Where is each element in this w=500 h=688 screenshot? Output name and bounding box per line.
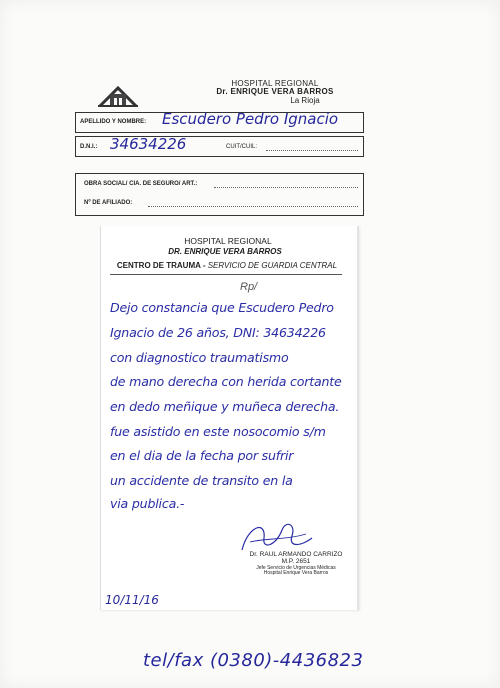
note-line: Dejo constancia que Escudero Pedro <box>110 300 334 315</box>
name-field-box <box>75 112 364 133</box>
doctor-signature <box>236 516 316 556</box>
header-line-2: Dr. ENRIQUE VERA BARROS <box>216 87 334 97</box>
rp-mark: Rp/ <box>240 281 258 293</box>
header-rule <box>110 274 342 275</box>
name-label: APELLIDO Y NOMBRE: <box>80 119 147 125</box>
doctor-stamp <box>246 552 346 576</box>
dni-value: 34634226 <box>110 135 187 153</box>
afiliado-label: Nº DE AFILIADO: <box>84 200 133 206</box>
note-line: en el dia de la fecha por sufrir <box>110 448 294 463</box>
note-line: en dedo meñique y muñeca derecha. <box>110 399 340 414</box>
handwritten-phone: tel/fax (0380)-4436823 <box>143 650 364 671</box>
doctor-role-2: Hospital Enrique Vera Barros <box>263 569 329 576</box>
trauma-center-label: CENTRO DE TRAUMA - <box>116 261 208 270</box>
insurance-field-box <box>75 173 364 216</box>
obra-social-label: OBRA SOCIAL/ CIA. DE SEGURO/ ART.: <box>84 181 198 187</box>
doctor-role-1: Jefe Servicio de Urgencias Médicas <box>256 564 336 571</box>
header-line-1: HOSPITAL REGIONAL <box>231 79 319 88</box>
note-line: via publica.- <box>110 496 185 511</box>
obra-social-dotted-line <box>214 187 358 188</box>
hospital-header <box>190 80 360 105</box>
dni-label: D.N.I.: <box>80 144 98 150</box>
doctor-name: Dr. RAUL ARMANDO CARRIZO <box>249 551 343 558</box>
afiliado-dotted-line <box>148 206 358 207</box>
dni-field-box <box>75 136 364 157</box>
prescription-header-3 <box>107 261 347 270</box>
note-line: con diagnostico traumatismo <box>110 350 289 365</box>
doctor-mp: M.P. 2651 <box>281 557 311 565</box>
note-line: un accidente de transito en la <box>110 473 293 488</box>
hospital-logo <box>98 84 138 108</box>
note-line: de mano derecha con herida cortante <box>110 374 342 389</box>
note-line: fue asistido en este nosocomio s/m <box>110 424 326 439</box>
cuit-label: CUIT/CUIL: <box>226 144 258 150</box>
name-value: Escudero Pedro Ignacio <box>162 110 339 128</box>
header-line-3: La Rioja <box>290 95 320 105</box>
guard-service-label: SERVICIO DE GUARDIA CENTRAL <box>207 261 338 270</box>
note-line: Ignacio de 26 años, DNI: 34634226 <box>110 325 326 340</box>
cuit-dotted-line <box>266 150 358 151</box>
prescription-header-2: DR. ENRIQUE VERA BARROS <box>168 247 282 256</box>
prescription-header-1: HOSPITAL REGIONAL <box>184 236 272 246</box>
handwritten-date: 10/11/16 <box>105 593 159 607</box>
